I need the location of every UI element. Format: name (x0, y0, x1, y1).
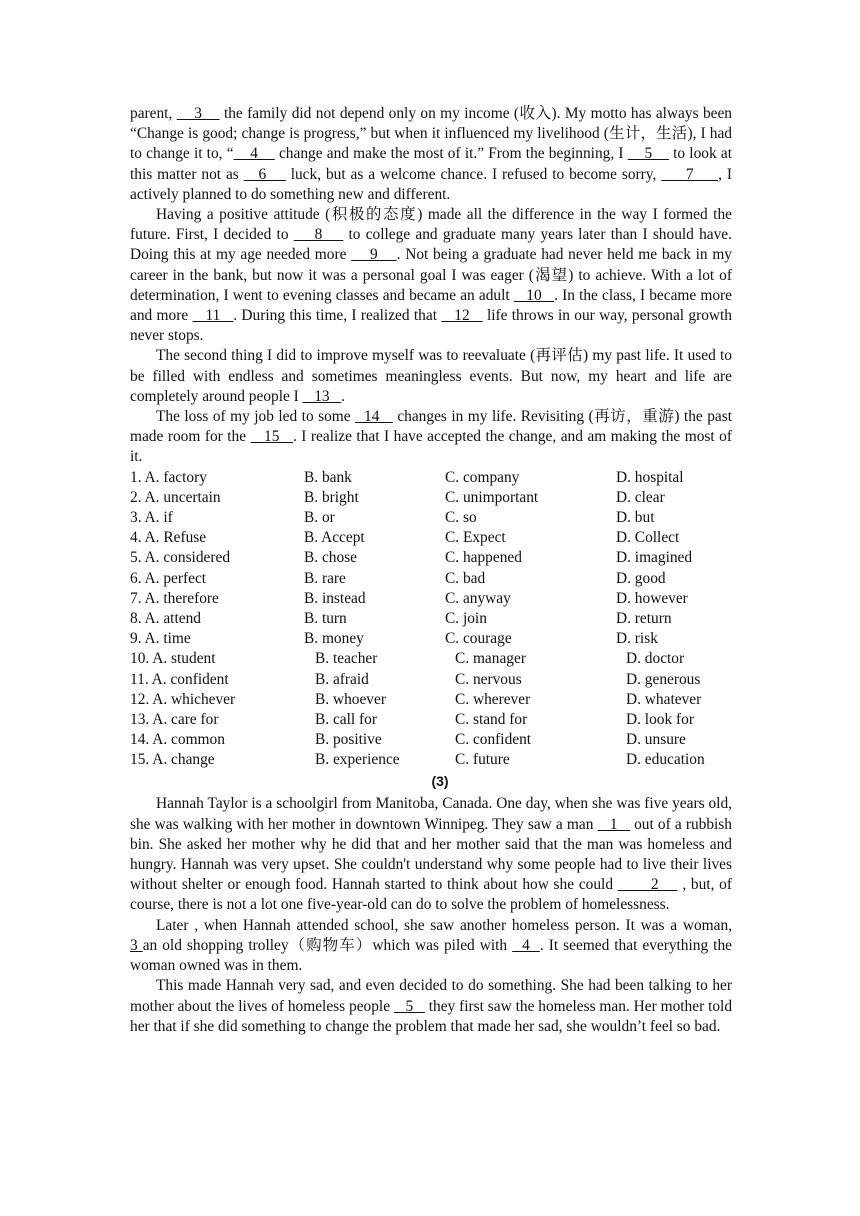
option-a[interactable]: 14. A. common (130, 731, 225, 749)
blank-1[interactable]: 1 (597, 815, 630, 833)
option-b[interactable]: B. teacher (315, 650, 378, 668)
blank-11[interactable]: 11 (192, 307, 234, 325)
option-c[interactable]: C. unimportant (445, 488, 539, 506)
option-b[interactable]: B. positive (315, 731, 382, 749)
blank-5[interactable]: 5 (393, 997, 425, 1015)
option-d[interactable]: D. doctor (626, 650, 685, 668)
blank-3[interactable]: 3 (130, 936, 143, 954)
option-a[interactable]: 12. A. whichever (130, 690, 236, 708)
blank-6[interactable]: 6 (243, 165, 286, 183)
option-a[interactable]: 2. A. uncertain (130, 488, 221, 506)
option-b[interactable]: B. or (304, 509, 335, 527)
blank-9[interactable]: 9 (351, 246, 397, 264)
option-d[interactable]: D. Collect (616, 529, 680, 547)
paragraph-6: Later , when Hannah attended school, she saw another homeless person. It was a woman, 3 an old shopping trolley（购物车）which was piled with 4 . It seemed that everything the woman owned was in them. (130, 916, 732, 975)
option-a[interactable]: 4. A. Refuse (130, 529, 207, 547)
option-d[interactable]: D. hospital (616, 468, 684, 486)
option-row (130, 548, 732, 568)
option-d[interactable]: D. imagined (616, 549, 693, 567)
option-row (130, 750, 732, 770)
blank-4[interactable]: 4 (233, 145, 275, 163)
option-c[interactable]: C. Expect (445, 529, 506, 547)
option-b[interactable]: B. call for (315, 710, 377, 728)
paragraph-1: parent, 3 the family did not depend only on my income (收入). My motto has always been “Change is good; change is progress,” but when it influenced my livelihood (生计，生活), I had to change it to, “ 4 change and make the most of it.” From the beginning, I 5 to look at this matter not as 6 luck, but as a welcome chance. I refused to become sorry, 7 , I actively planned to do something new and different. (130, 105, 733, 203)
option-row (130, 589, 732, 609)
option-b[interactable]: B. turn (304, 609, 347, 627)
option-row (130, 730, 732, 750)
option-a[interactable]: 11. A. confident (130, 670, 229, 688)
blank-10[interactable]: 10 (513, 286, 555, 304)
option-a[interactable]: 9. A. time (130, 630, 191, 648)
blank-14[interactable]: 14 (355, 408, 393, 426)
option-a[interactable]: 3. A. if (130, 509, 173, 527)
option-row (130, 569, 732, 589)
option-b[interactable]: B. whoever (315, 690, 386, 708)
option-a[interactable]: 13. A. care for (130, 710, 219, 728)
paragraph-2: Having a positive attitude (积极的态度) made all the difference in the way I formed the future. First, I decided to 8 to college and graduate many years later than I should have. Doing this at my age needed more 9 . Not being a graduate had never held me back in my career in the bank, but now it was a personal goal I was eager (渴望) to achieve. With a lot of determination, I went to evening classes and became an adult 10 . In the class, I became more and more 11 . During this time, I realized that 12 life throws in our way, personal growth never stops. (130, 206, 732, 345)
blank-2[interactable]: 2 (617, 876, 678, 894)
blank-15[interactable]: 15 (250, 428, 293, 446)
option-row (130, 629, 732, 649)
option-c[interactable]: C. courage (445, 630, 512, 648)
option-row (130, 488, 732, 508)
option-d[interactable]: D. but (616, 509, 655, 527)
option-row (130, 670, 732, 690)
option-d[interactable]: D. generous (626, 670, 701, 688)
option-b[interactable]: B. afraid (315, 670, 369, 688)
option-d[interactable]: D. whatever (626, 690, 702, 708)
option-c[interactable]: C. so (445, 509, 477, 527)
option-a[interactable]: 5. A. considered (130, 549, 231, 567)
paragraph-3: The second thing I did to improve myself was to reevaluate (再评估) my past life. It used to be filled with endless and sometimes meaningless events. But now, my heart and life are completely around people I 13 . (130, 347, 732, 405)
option-row (130, 710, 732, 730)
option-c[interactable]: C. happened (445, 549, 522, 567)
paragraph-7: This made Hannah very sad, and even decided to do something. She had been talking to her mother about the lives of homeless people 5 they first saw the homeless man. Her mother told her that if she did something to change the problem that made her sad, she wouldn’t feel so bad. (130, 977, 733, 1035)
blank-13[interactable]: 13 (302, 387, 342, 405)
document-page (130, 104, 732, 1037)
blank-3[interactable]: 3 (176, 105, 220, 122)
paragraph-4: The loss of my job led to some 14 changes in my life. Revisiting (再访，重游) the past made room for the 15 . I realize that I have accepted the change, and am making the most of it. (130, 408, 733, 466)
option-c[interactable]: C. manager (455, 650, 526, 668)
option-d[interactable]: D. education (626, 751, 705, 769)
option-c[interactable]: C. company (445, 468, 520, 486)
option-a[interactable]: 10. A. student (130, 650, 216, 668)
option-row (130, 649, 732, 669)
options-list (130, 468, 732, 771)
option-d[interactable]: D. return (616, 609, 672, 627)
option-b[interactable]: B. bright (304, 488, 359, 506)
option-a[interactable]: 7. A. therefore (130, 589, 219, 607)
option-c[interactable]: C. wherever (455, 690, 531, 708)
option-c[interactable]: C. join (445, 609, 487, 627)
option-c[interactable]: C. bad (445, 569, 486, 587)
option-row (130, 528, 732, 548)
section-heading: (3) (431, 773, 449, 790)
option-b[interactable]: B. chose (304, 549, 358, 567)
option-a[interactable]: 6. A. perfect (130, 569, 207, 587)
option-d[interactable]: D. risk (616, 630, 658, 648)
option-d[interactable]: D. look for (626, 710, 694, 728)
option-b[interactable]: B. instead (304, 589, 366, 607)
option-b[interactable]: B. rare (304, 569, 346, 587)
option-c[interactable]: C. confident (455, 731, 532, 749)
option-d[interactable]: D. however (616, 589, 688, 607)
option-c[interactable]: C. anyway (445, 589, 511, 607)
option-d[interactable]: D. good (616, 569, 666, 587)
option-c[interactable]: C. future (455, 751, 510, 769)
option-b[interactable]: B. money (304, 630, 364, 648)
blank-8[interactable]: 8 (293, 226, 344, 244)
option-row (130, 609, 732, 629)
option-a[interactable]: 8. A. attend (130, 609, 201, 627)
paragraph-5: Hannah Taylor is a schoolgirl from Manitoba, Canada. One day, when she was five years old, she was walking with her mother in downtown Winnipeg. They saw a man 1 out of a rubbish bin. She asked her mother why he did that and her mother said that the man was homeless and hungry. Hannah was very upset. She couldn't understand why some people had to live their lives without shelter or enough food. Hannah started to think about how she could 2 , but, of course, there is not a lot one five-year-old can do to solve the problem of homelessness. (130, 795, 732, 914)
blank-7[interactable]: 7 (661, 165, 719, 183)
option-c[interactable]: C. nervous (455, 670, 522, 688)
blank-12[interactable]: 12 (441, 307, 483, 325)
option-row (130, 508, 732, 528)
option-b[interactable]: B. Accept (304, 529, 365, 547)
option-b[interactable]: B. bank (304, 468, 352, 486)
option-d[interactable]: D. clear (616, 488, 665, 506)
option-d[interactable]: D. unsure (626, 731, 686, 749)
blank-5[interactable]: 5 (627, 145, 669, 163)
blank-4[interactable]: 4 (512, 936, 540, 954)
option-b[interactable]: B. experience (315, 751, 400, 769)
option-a[interactable]: 15. A. change (130, 751, 215, 769)
option-a[interactable]: 1. A. factory (130, 468, 207, 486)
option-row (130, 468, 732, 488)
option-row (130, 690, 732, 710)
option-c[interactable]: C. stand for (455, 710, 528, 728)
